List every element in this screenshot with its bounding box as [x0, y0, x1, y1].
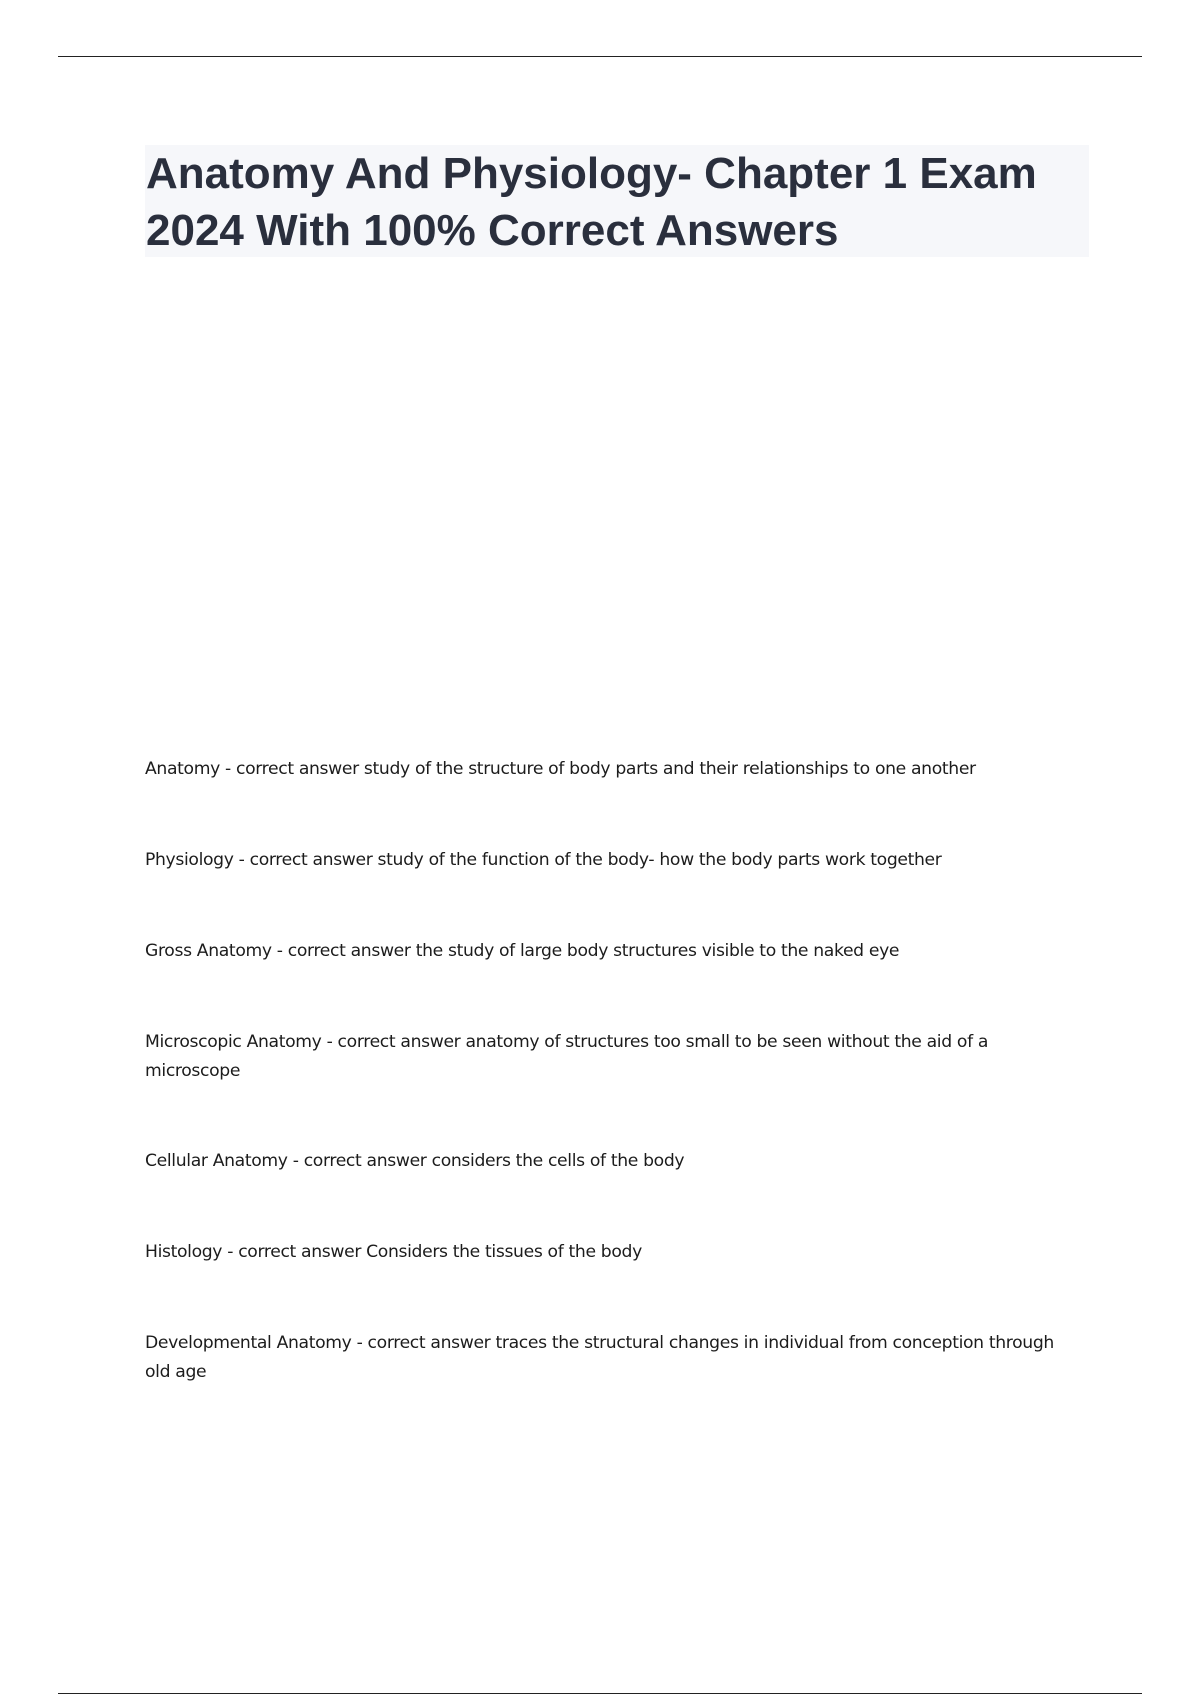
qa-item-physiology: Physiology - correct answer study of the function of the body- how the body parts work together	[145, 850, 942, 870]
page-title: Anatomy And Physiology- Chapter 1 Exam 2024 With 100% Correct Answers	[146, 149, 1037, 255]
qa-list	[145, 755, 1075, 1448]
qa-item-developmental-anatomy: Developmental Anatomy - correct answer traces the structural changes in individual from conception through old age	[145, 1333, 1054, 1382]
title-block	[145, 145, 1089, 257]
qa-item-gross-anatomy: Gross Anatomy - correct answer the study of large body structures visible to the naked eye	[145, 941, 900, 961]
bottom-rule	[58, 1693, 1142, 1694]
qa-item-anatomy: Anatomy - correct answer study of the structure of body parts and their relationships to one another	[145, 759, 976, 779]
qa-item-histology: Histology - correct answer Considers the tissues of the body	[145, 1242, 642, 1262]
top-rule	[58, 56, 1142, 57]
qa-item-microscopic-anatomy: Microscopic Anatomy - correct answer anatomy of structures too small to be seen without the aid of a microscope	[145, 1032, 989, 1081]
qa-item-cellular-anatomy: Cellular Anatomy - correct answer considers the cells of the body	[145, 1151, 685, 1171]
